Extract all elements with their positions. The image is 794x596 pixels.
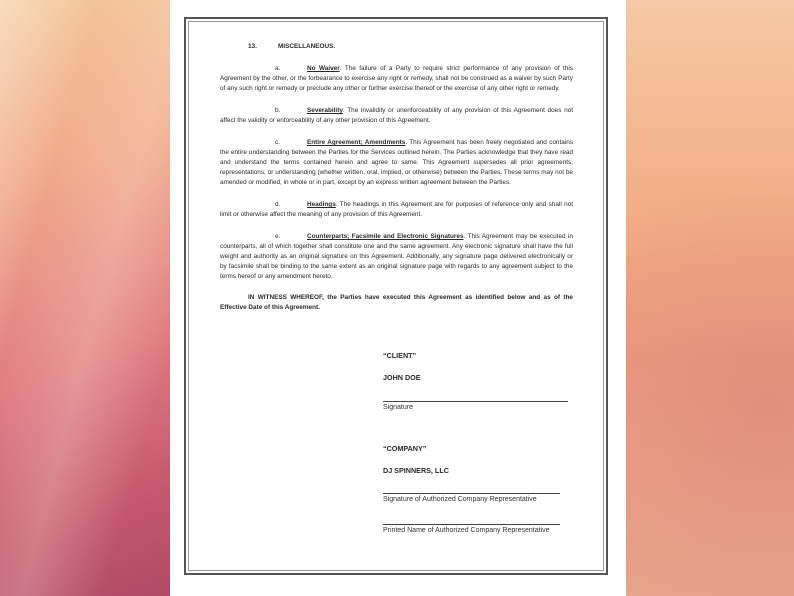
clause-title: Headings [307,201,336,208]
clause-text: . This Agreement has been freely negotiated and contains the entire understanding between the Parties for the Services outlined herein. The Parties acknowledge that they have read and understand the terms contained herein and agree to same. This Agreement supersedes all prior agreements, representations, or understanding (whether written, oral, implied, or otherwise) between the Parties. These terms may not be amended or modified, in whole or in part, except by an express written agreement between the Parties. [220,139,573,186]
clause-text: . This Agreement may be executed in counterparts, all of which together shall constitute one and the same agreement. Any electronic signature shall have the full weight and authority as an original signature on this Agreement. Additionally, any signature page delivered electronically or by facsimile shall be binding to the same extent as an original signature page with regards to any agreement subject to the terms hereof or any amendment hereto. [220,233,573,280]
clause-text: . The invalidity or unenforceability of any provision of this Agreement does not affect the validity or enforceability of any other provision of this Agreement. [220,107,573,124]
clause-label: b. [275,107,281,114]
company-label: “COMPANY” [383,444,427,453]
company-printed-name-line [383,524,560,525]
client-label: “CLIENT” [383,351,417,360]
company-signature-line [383,493,560,494]
clause-label: a. [275,65,281,72]
section-number: 13. [248,43,257,50]
section-title: MISCELLANEOUS. [278,43,336,50]
background-left [0,0,170,596]
company-name: DJ SPINNERS, LLC [383,466,449,475]
clause-title: Entire Agreement; Amendments [307,139,406,146]
witness-clause [220,293,573,313]
clause-headings [220,200,573,220]
client-name: JOHN DOE [383,373,421,382]
clause-label: d. [275,201,281,208]
client-signature-line [383,401,568,402]
clause-counterparts [220,232,573,282]
clause-title: No Waiver [307,65,340,72]
section-heading [248,42,573,52]
company-printed-name-caption: Printed Name of Authorized Company Representative [383,527,550,534]
client-signature-caption: Signature [383,404,413,411]
witness-tail: Effective Date of this Agreement. [220,304,320,311]
company-signature-caption: Signature of Authorized Company Representative [383,496,537,503]
document-body [220,42,573,313]
clause-title: Severability [307,107,343,114]
clause-label: c. [275,139,280,146]
background-right [626,0,794,596]
clause-text: . The failure of a Party to require strict performance of any provision of this Agreement by the other, or the forbearance to exercise any right or remedy, shall not be construed as a waiver by such Party of any such right or remedy or preclude any other or further exercise thereof or the exercise of any other right or remedy. [220,65,574,92]
clause-no-waiver [220,64,573,94]
document-page [170,0,626,596]
witness-lead: IN WITNESS WHEREOF, the Parties have executed this Agreement as identified below and as of the [248,294,573,301]
clause-severability [220,106,573,126]
clause-text: . The headings in this Agreement are for purposes of reference only and shall not limit or otherwise affect the meaning of any provision of this Agreement. [220,201,573,218]
clause-label: e. [275,233,281,240]
clause-title: Counterparts; Facsimile and Electronic Signatures [307,233,464,240]
clause-entire-agreement [220,138,573,188]
